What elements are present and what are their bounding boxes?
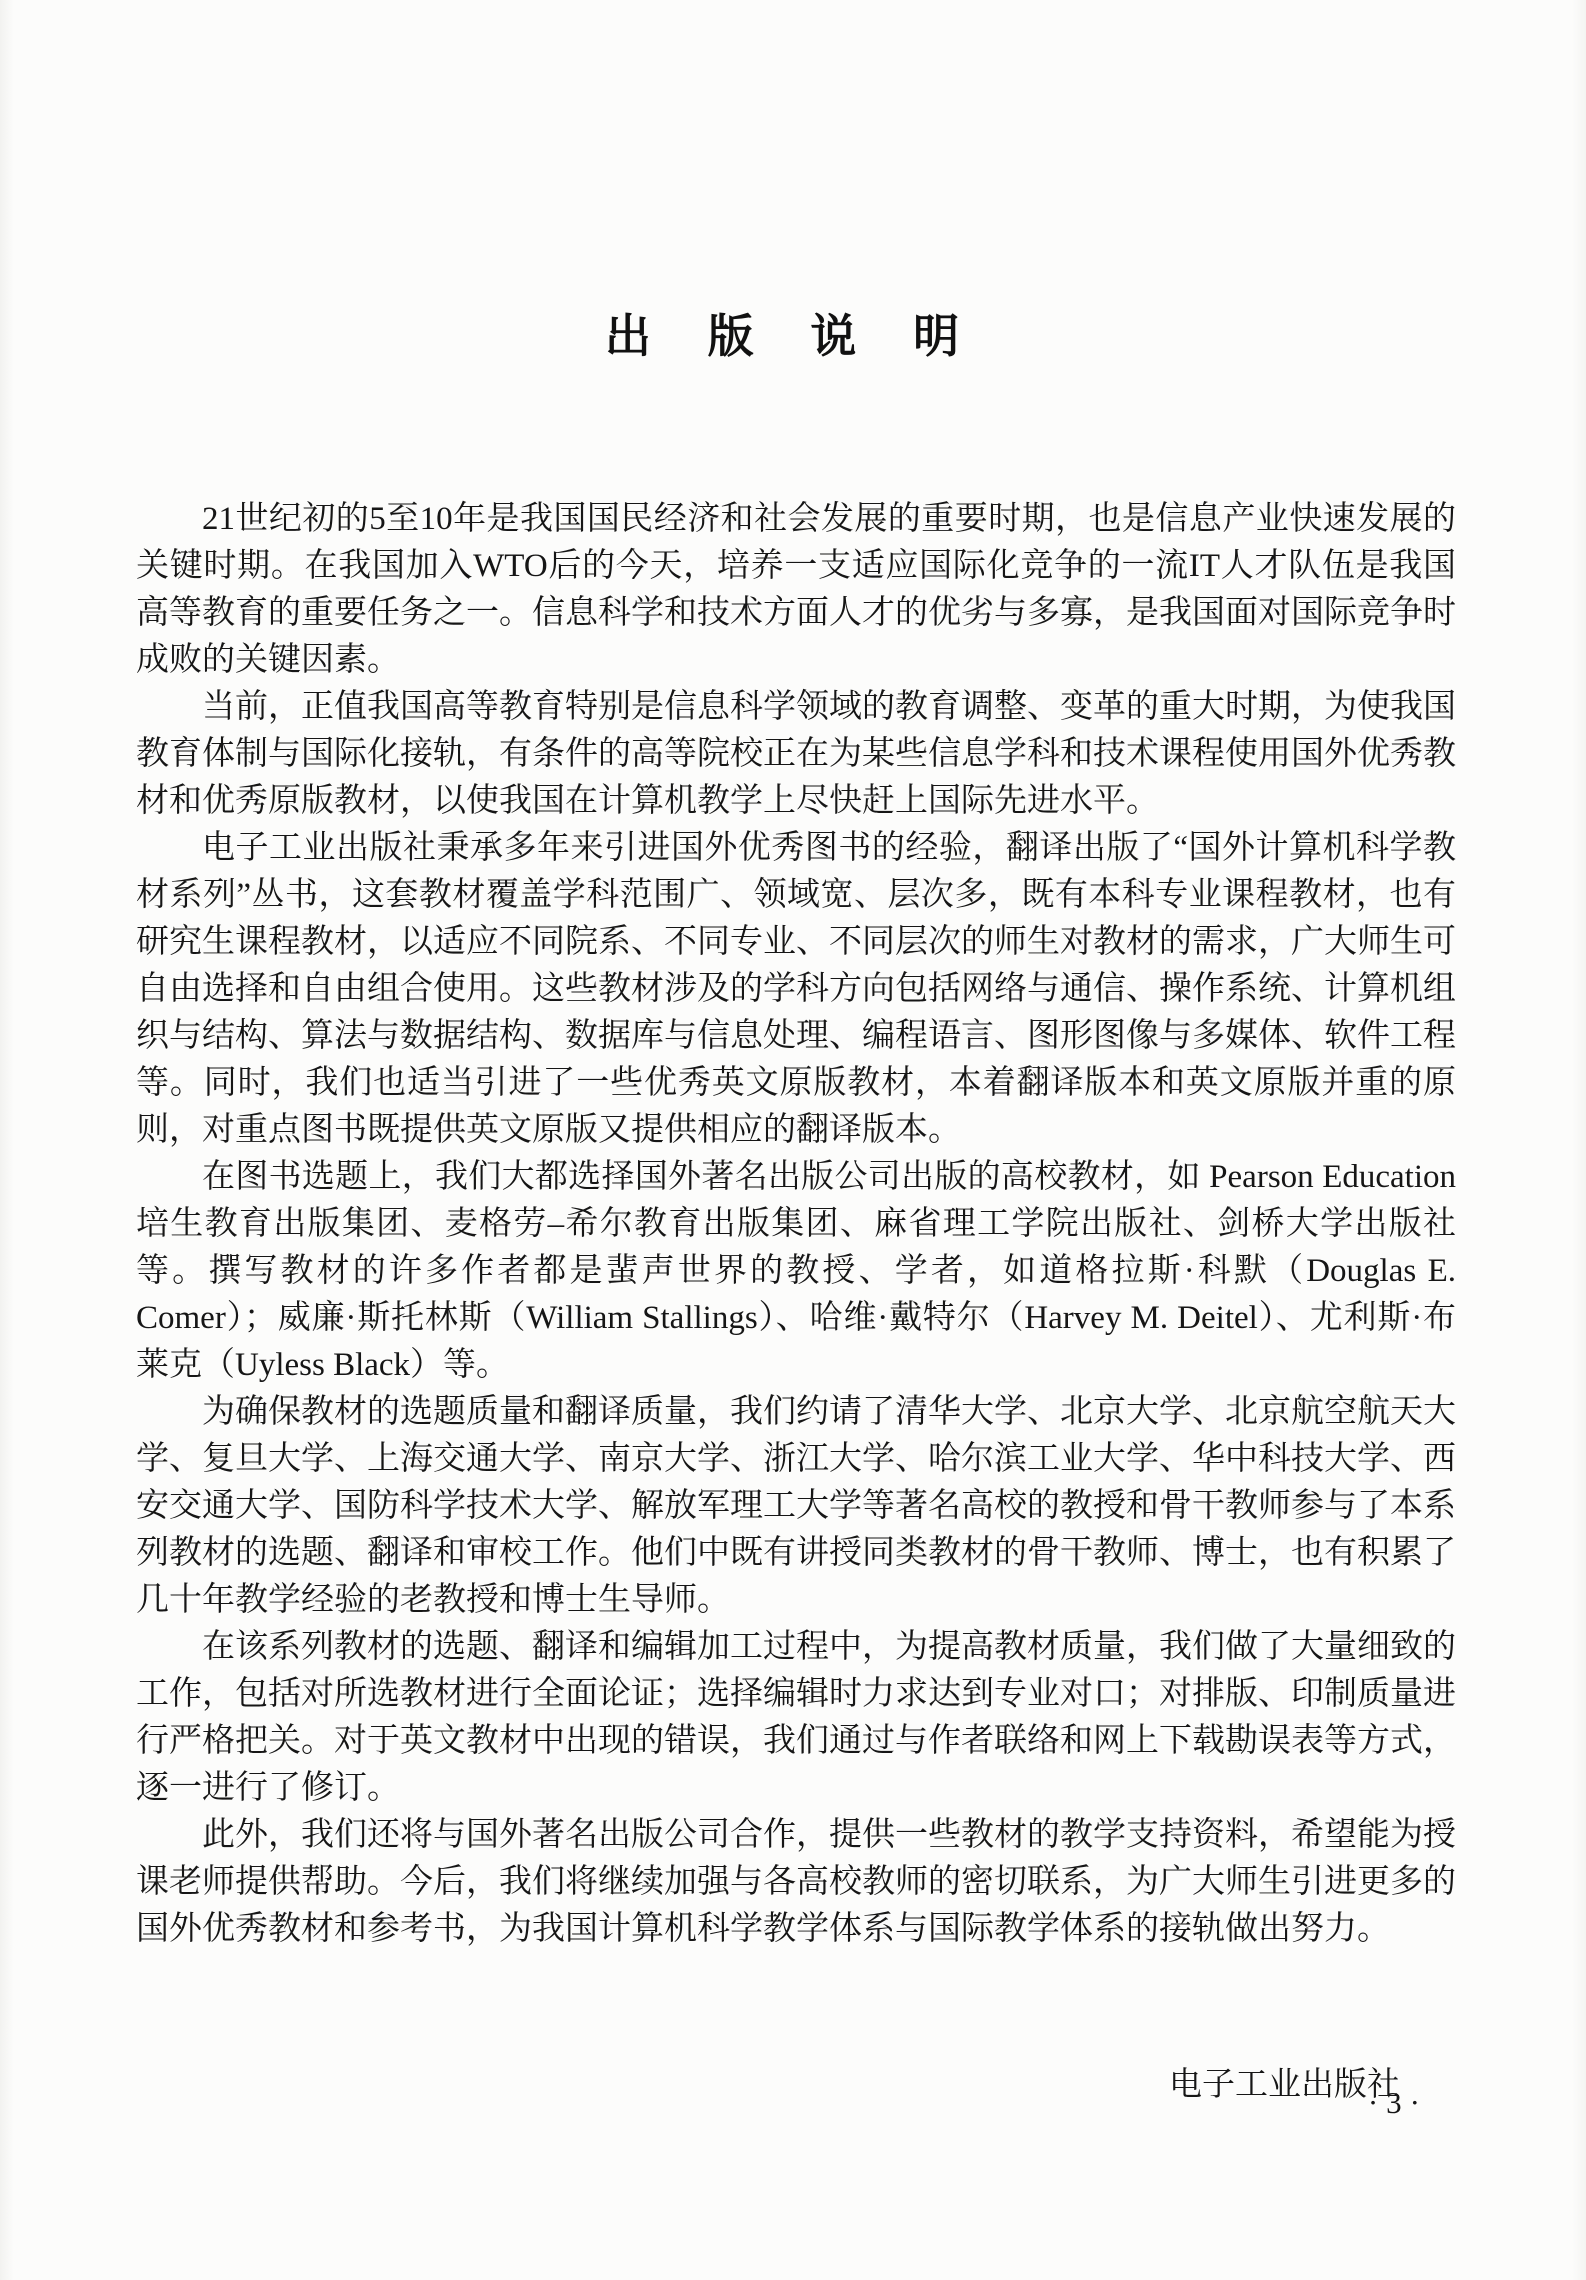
body-text — [136, 496, 1456, 1953]
paragraph: 当前，正值我国高等教育特别是信息科学领域的教育调整、变革的重大时期，为使我国教育体制与国际化接轨，有条件的高等院校正在为某些信息学科和技术课程使用国外优秀教材和优秀原版教材，以使我国在计算机教学上尽快赶上国际先进水平。 — [136, 689, 1456, 819]
paragraph: 电子工业出版社秉承多年来引进国外优秀图书的经验，翻译出版了“国外计算机科学教材系列”丛书，这套教材覆盖学科范围广、领域宽、层次多，既有本科专业课程教材，也有研究生课程教材，以适应不同院系、不同专业、不同层次的师生对教材的需求，广大师生可自由选择和自由组合使用。这些教材涉及的学科方向包括网络与通信、操作系统、计算机组织与结构、算法与数据结构、数据库与信息处理、编程语言、图形图像与多媒体、软件工程等。同时，我们也适当引进了一些优秀英文原版教材，本着翻译版本和英文原版并重的原则，对重点图书既提供英文原版又提供相应的翻译版本。 — [136, 830, 1456, 1148]
publisher-signature: 电子工业出版社 — [1169, 2067, 1400, 2103]
page-title: 出 版 说 明 — [604, 310, 982, 362]
paragraph: 21世纪初的5至10年是我国国民经济和社会发展的重要时期，也是信息产业快速发展的关键时期。在我国加入WTO后的今天，培养一支适应国际化竞争的一流IT人才队伍是我国高等教育的重要任务之一。信息科学和技术方面人才的优劣与多寡，是我国面对国际竞争时成败的关键因素。 — [136, 501, 1456, 678]
paragraph: 在图书选题上，我们大都选择国外著名出版公司出版的高校教材，如 Pearson Education 培生教育出版集团、麦格劳–希尔教育出版集团、麻省理工学院出版社、剑桥大学出版社等。撰写教材的许多作者都是蜚声世界的教授、学者，如道格拉斯·科默（Douglas E. Comer）；威廉·斯托林斯（William Stallings）、哈维·戴特尔（Harvey M. Deitel）、尤利斯·布莱克（Uyless Black）等。 — [136, 1159, 1456, 1383]
page-number: ·3· — [1367, 2085, 1428, 2120]
paragraph: 在该系列教材的选题、翻译和编辑加工过程中，为提高教材质量，我们做了大量细致的工作，包括对所选教材进行全面论证；选择编辑时力求达到专业对口；对排版、印制质量进行严格把关。对于英文教材中出现的错误，我们通过与作者联络和网上下载勘误表等方式，逐一进行了修订。 — [136, 1629, 1456, 1806]
paragraph: 为确保教材的选题质量和翻译质量，我们约请了清华大学、北京大学、北京航空航天大学、复旦大学、上海交通大学、南京大学、浙江大学、哈尔滨工业大学、华中科技大学、西安交通大学、国防科学技术大学、解放军理工大学等著名高校的教授和骨干教师参与了本系列教材的选题、翻译和审校工作。他们中既有讲授同类教材的骨干教师、博士，也有积累了几十年教学经验的老教授和博士生导师。 — [136, 1394, 1456, 1618]
paragraph: 此外，我们还将与国外著名出版公司合作，提供一些教材的教学支持资料，希望能为授课老师提供帮助。今后，我们将继续加强与各高校教师的密切联系，为广大师生引进更多的国外优秀教材和参考书，为我国计算机科学教学体系与国际教学体系的接轨做出努力。 — [136, 1817, 1456, 1947]
